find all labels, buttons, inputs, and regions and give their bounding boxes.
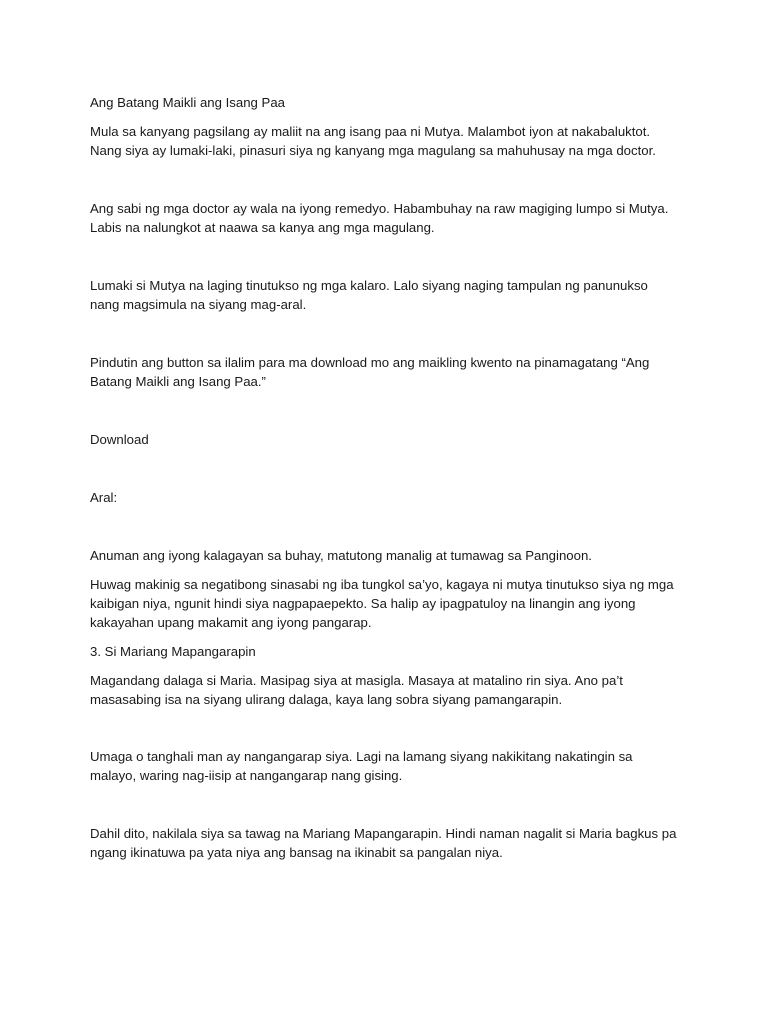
paragraph-5: Anuman ang iyong kalagayan sa buhay, matutong manalig at tumawag sa Panginoon.: [90, 548, 592, 563]
paragraph-1: Mula sa kanyang pagsilang ay maliit na ang isang paa ni Mutya. Malambot iyon at nakabaluktot. Nang siya ay lumaki-laki, pinasuri siya ng kanyang mga magulang sa mahuhusay na mga doctor.: [90, 124, 656, 158]
download-link[interactable]: Download: [90, 432, 149, 447]
section-heading: 3. Si Mariang Mapangarapin: [90, 644, 256, 659]
paragraph-7: Magandang dalaga si Maria. Masipag siya at masigla. Masaya at matalino rin siya. Ano pa’t masasabing isa na siyang ulirang dalaga, kaya lang sobra siyang pamangarapin.: [90, 673, 623, 707]
paragraph-8: Umaga o tanghali man ay nangangarap siya. Lagi na lamang siyang nakikitang nakatingin sa malayo, waring nag-iisip at nangangarap nang gising.: [90, 749, 633, 783]
aral-heading: Aral:: [90, 490, 118, 505]
document-title: Ang Batang Maikli ang Isang Paa: [90, 95, 286, 110]
paragraph-9: Dahil dito, nakilala siya sa tawag na Mariang Mapangarapin. Hindi naman nagalit si Maria bagkus pa ngang ikinatuwa pa yata niya ang bansag na ikinabit sa pangalan niya.: [90, 826, 677, 860]
paragraph-4: Pindutin ang button sa ilalim para ma download mo ang maikling kwento na pinamagatang “Ang Batang Maikli ang Isang Paa.”: [90, 355, 650, 389]
paragraph-2: Ang sabi ng mga doctor ay wala na iyong remedyo. Habambuhay na raw magiging lumpo si Mutya. Labis na nalungkot at naawa sa kanya ang mga magulang.: [90, 201, 669, 235]
paragraph-3: Lumaki si Mutya na laging tinutukso ng mga kalaro. Lalo siyang naging tampulan ng panunukso nang magsimula na siyang mag-aral.: [90, 278, 648, 312]
paragraph-6: Huwag makinig sa negatibong sinasabi ng iba tungkol sa’yo, kagaya ni mutya tinutukso siya ng mga kaibigan niya, ngunit hindi siya nagpapaepekto. Sa halip ay ipagpatuloy na linangin ang iyong kakayahan upang makamit ang iyong pangarap.: [90, 577, 674, 630]
